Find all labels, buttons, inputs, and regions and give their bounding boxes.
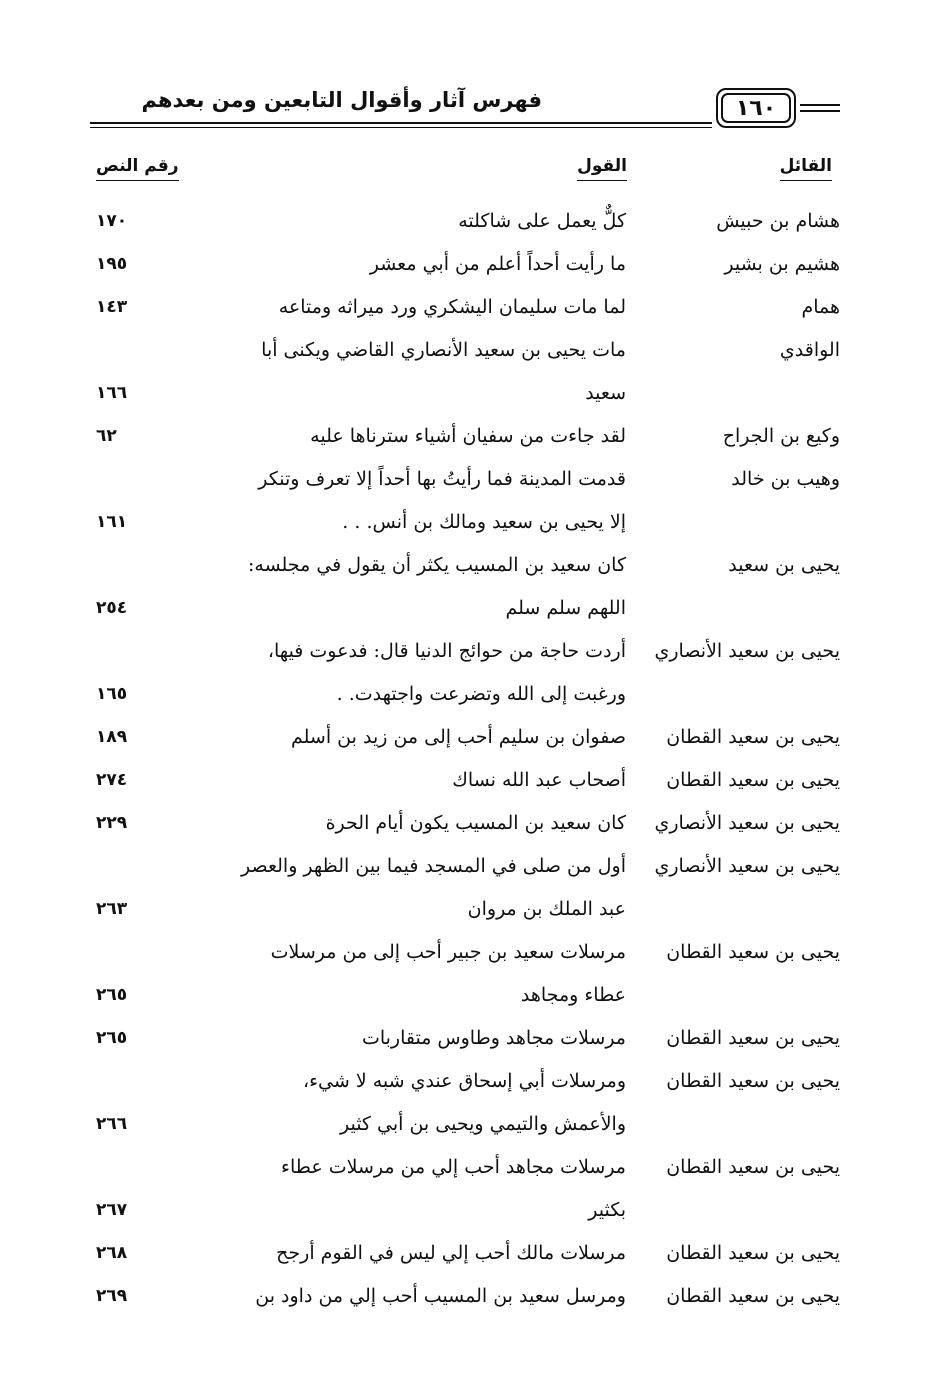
index-row xyxy=(60,759,840,802)
speaker-name: الواقدي xyxy=(779,339,840,361)
speaker-name: يحيى بن سعيد القطان xyxy=(666,769,840,791)
saying-line: ورغبت إلى الله وتضرعت واجتهدت. . xyxy=(336,683,626,705)
text-number: ١٤٣ xyxy=(96,297,128,317)
speaker-name: وهيب بن خالد xyxy=(731,468,840,490)
speaker-name: يحيى بن سعيد xyxy=(728,554,840,576)
saying-line: أردت حاجة من حوائج الدنيا قال: فدعوت فيها، xyxy=(267,640,626,662)
text-number: ٢٥٤ xyxy=(96,598,128,618)
index-row xyxy=(60,415,840,458)
text-number: ١٦١ xyxy=(96,512,128,532)
text-number: ٢٦٥ xyxy=(96,985,128,1005)
text-number: ١٦٦ xyxy=(96,383,128,403)
saying-line: ومرسل سعيد بن المسيب أحب إلي من داود بن xyxy=(255,1285,626,1307)
text-number: ١٦٥ xyxy=(96,684,128,704)
saying-line: كان سعيد بن المسيب يكثر أن يقول في مجلسه: xyxy=(248,554,626,576)
index-row xyxy=(60,1017,840,1060)
speaker-name: يحيى بن سعيد الأنصاري xyxy=(654,640,840,662)
text-number: ١٩٥ xyxy=(96,254,128,274)
index-row xyxy=(60,1146,840,1232)
speaker-name: همام xyxy=(801,296,840,318)
index-row xyxy=(60,458,840,544)
index-row xyxy=(60,845,840,931)
page-number: ١٦٠ xyxy=(721,93,791,123)
text-number: ٢٦٧ xyxy=(96,1200,128,1220)
saying-line: مرسلات مجاهد أحب إلي من مرسلات عطاء xyxy=(281,1156,626,1178)
saying-text xyxy=(196,200,626,243)
speaker-name: يحيى بن سعيد القطان xyxy=(666,1242,840,1264)
saying-line: ومرسلات أبي إسحاق عندي شبه لا شيء، xyxy=(302,1070,626,1092)
saying-line: أول من صلى في المسجد فيما بين الظهر والعصر xyxy=(241,855,626,877)
saying-text xyxy=(196,716,626,759)
saying-text xyxy=(196,1146,626,1232)
saying-text xyxy=(196,1275,626,1318)
speaker-name: يحيى بن سعيد الأنصاري xyxy=(654,812,840,834)
text-number: ٢٦٩ xyxy=(96,1286,128,1306)
saying-text xyxy=(196,1232,626,1275)
text-number: ٢٦٥ xyxy=(96,1028,128,1048)
text-number: ٢٦٦ xyxy=(96,1114,128,1134)
column-header-saying: القول xyxy=(577,156,627,181)
saying-line: مرسلات سعيد بن جبير أحب إلى من مرسلات xyxy=(270,941,626,963)
text-number: ٢٦٨ xyxy=(96,1243,128,1263)
speaker-name: يحيى بن سعيد الأنصاري xyxy=(654,855,840,877)
index-row xyxy=(60,544,840,630)
index-row xyxy=(60,931,840,1017)
speaker-name: يحيى بن سعيد القطان xyxy=(666,1156,840,1178)
saying-text xyxy=(196,759,626,802)
saying-line: لما مات سليمان اليشكري ورد ميراثه ومتاعه xyxy=(278,296,626,318)
saying-text xyxy=(196,931,626,1017)
speaker-name: يحيى بن سعيد القطان xyxy=(666,941,840,963)
column-header-speaker: القائل xyxy=(780,156,832,181)
speaker-name: يحيى بن سعيد القطان xyxy=(666,1285,840,1307)
saying-line: عطاء ومجاهد xyxy=(520,984,626,1006)
speaker-name: يحيى بن سعيد القطان xyxy=(666,1070,840,1092)
saying-line: مرسلات مالك أحب إلي ليس في القوم أرجح xyxy=(276,1242,626,1264)
saying-line: مات يحيى بن سعيد الأنصاري القاضي ويكنى أبا xyxy=(261,339,626,361)
speaker-name: وكيع بن الجراح xyxy=(722,425,840,447)
index-row xyxy=(60,200,840,243)
index-row xyxy=(60,1232,840,1275)
saying-text xyxy=(196,458,626,544)
saying-text xyxy=(196,1060,626,1146)
saying-line: عبد الملك بن مروان xyxy=(467,898,626,920)
index-row xyxy=(60,802,840,845)
text-number: ٢٦٣ xyxy=(96,899,128,919)
saying-text xyxy=(196,1017,626,1060)
page-header xyxy=(90,84,840,144)
index-row xyxy=(60,329,840,415)
header-rule xyxy=(90,122,712,124)
saying-line: أصحاب عبد الله نساك xyxy=(452,769,626,791)
saying-text xyxy=(196,286,626,329)
speaker-name: هشيم بن بشير xyxy=(724,253,840,275)
header-rule-thin xyxy=(90,127,712,128)
header-ornament xyxy=(800,104,840,116)
index-row xyxy=(60,1275,840,1318)
saying-line: لقد جاءت من سفيان أشياء سترناها عليه xyxy=(310,425,626,447)
index-table xyxy=(60,200,840,1318)
saying-line: صفوان بن سليم أحب إلى من زيد بن أسلم xyxy=(291,726,626,748)
index-row xyxy=(60,243,840,286)
page-number-frame xyxy=(716,88,796,128)
saying-text xyxy=(196,544,626,630)
saying-text xyxy=(196,802,626,845)
index-row xyxy=(60,630,840,716)
saying-text xyxy=(196,243,626,286)
saying-text xyxy=(196,630,626,716)
speaker-name: هشام بن حبيش xyxy=(716,210,840,232)
text-number: ٢٧٤ xyxy=(96,770,128,790)
speaker-name: يحيى بن سعيد القطان xyxy=(666,726,840,748)
index-row xyxy=(60,286,840,329)
saying-text xyxy=(196,845,626,931)
text-number: ٢٢٩ xyxy=(96,813,128,833)
saying-line: والأعمش والتيمي ويحيى بن أبي كثير xyxy=(339,1113,626,1135)
index-row xyxy=(60,716,840,759)
text-number: ١٨٩ xyxy=(96,727,128,747)
saying-line: كلٌّ يعمل على شاكلته xyxy=(458,210,626,232)
column-header-number: رقم النص xyxy=(96,156,179,181)
saying-line: إلا يحيى بن سعيد ومالك بن أنس. . . xyxy=(342,511,626,533)
saying-line: مرسلات مجاهد وطاوس متقاربات xyxy=(361,1027,626,1049)
index-row xyxy=(60,1060,840,1146)
saying-line: ما رأيت أحداً أعلم من أبي معشر xyxy=(369,253,626,275)
saying-line: اللهم سلم سلم xyxy=(505,597,626,619)
saying-line: كان سعيد بن المسيب يكون أيام الحرة xyxy=(325,812,626,834)
saying-text xyxy=(196,415,626,458)
saying-text xyxy=(196,329,626,415)
text-number: ٦٢ xyxy=(96,426,117,446)
text-number: ١٧٠ xyxy=(96,211,128,231)
running-title: فهرس آثار وأقوال التابعين ومن بعدهم xyxy=(141,88,542,112)
saying-line: سعيد xyxy=(585,382,626,404)
saying-line: بكثير xyxy=(588,1199,626,1221)
saying-line: قدمت المدينة فما رأيتُ بها أحداً إلا تعرف وتنكر xyxy=(258,468,626,490)
speaker-name: يحيى بن سعيد القطان xyxy=(666,1027,840,1049)
